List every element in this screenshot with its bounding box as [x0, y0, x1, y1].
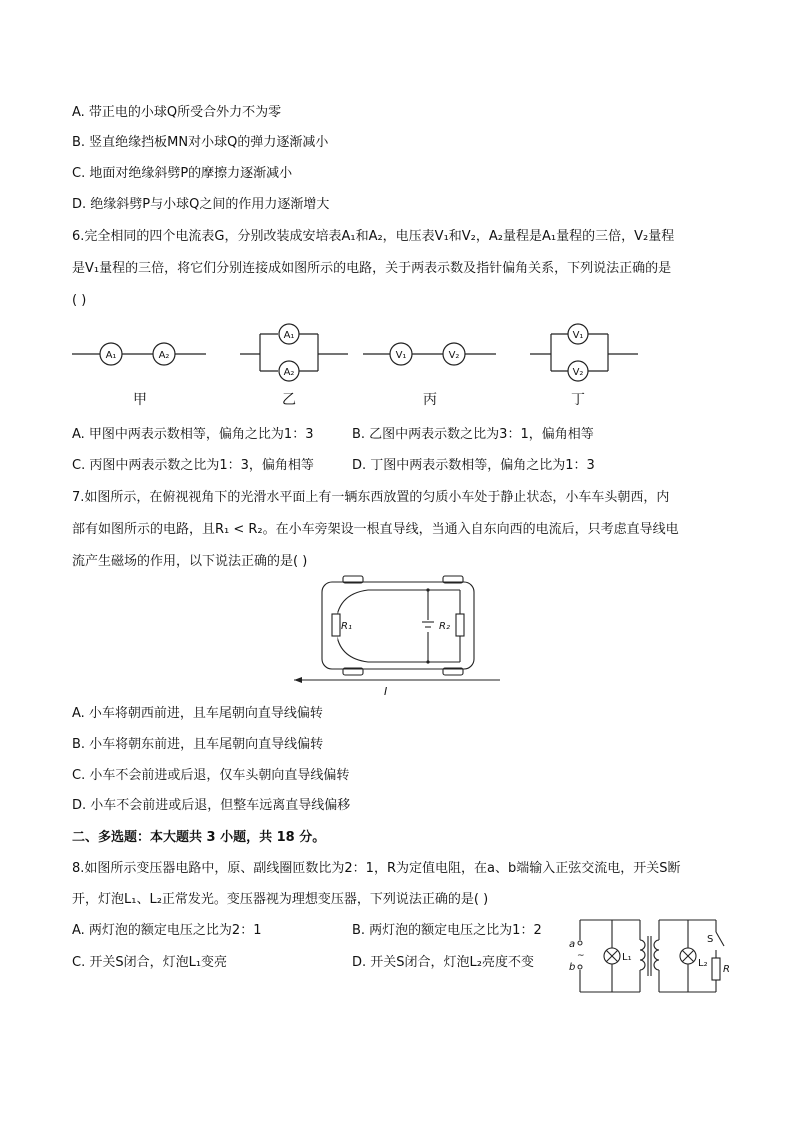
q6-stem-line3: ( ) — [72, 293, 87, 308]
figure-label-ding: 丁 — [571, 392, 585, 408]
q7-option-b: B. 小车将朝东前进，且车尾朝向直导线偏转 — [72, 737, 324, 752]
q6-circuit-figure — [60, 318, 660, 413]
q8-option-d: D. 开关S闭合，灯泡L₂亮度不变 — [352, 955, 534, 970]
section-heading: 二、多选题：本大题共 3 小题，共 18 分。 — [72, 830, 326, 845]
r2-label: R₂ — [439, 621, 450, 632]
q8-stem-line2: 开，灯泡L₁、L₂正常发光。变压器视为理想变压器，下列说法正确的是( ) — [72, 892, 489, 907]
l2-label: L₂ — [698, 958, 708, 969]
meter-v1-label: V₁ — [572, 330, 584, 341]
switch-label: S — [707, 934, 714, 945]
q5-option-c: C. 地面对绝缘斜劈P的摩擦力逐渐减小 — [72, 166, 293, 181]
meter-a1-label: A₁ — [283, 330, 295, 341]
meter-a1-label: A₁ — [105, 350, 117, 361]
figure-label-jia: 甲 — [133, 392, 147, 408]
figure-label-yi: 乙 — [282, 392, 296, 408]
figure-label-bing: 丙 — [423, 392, 437, 408]
q6-stem-line2: 是V₁量程的三倍，将它们分别连接成如图所示的电路，关于两表示数及指针偏角关系，下列说法正确的是 — [72, 261, 672, 276]
q8-transformer-figure — [566, 910, 746, 1000]
q6-option-b: B. 乙图中两表示数之比为3：1，偏角相等 — [352, 427, 594, 442]
q7-option-d: D. 小车不会前进或后退，但整车远离直导线偏移 — [72, 798, 351, 813]
q7-car-circuit-figure — [288, 572, 508, 700]
terminal-a-label: a — [569, 939, 576, 950]
meter-v1-label: V₁ — [395, 350, 407, 361]
q8-option-c: C. 开关S闭合，灯泡L₁变亮 — [72, 955, 228, 970]
q5-option-a: A. 带正电的小球Q所受合外力不为零 — [72, 105, 282, 120]
meter-v2-label: V₂ — [572, 367, 584, 378]
meter-a2-label: A₂ — [283, 367, 295, 378]
r1-label: R₁ — [341, 621, 352, 632]
q7-stem-line2: 部有如图所示的电路，且R₁ < R₂。在小车旁架设一根直导线，当通入自东向西的电流后，只考虑直导线电 — [72, 522, 679, 537]
q8-option-b: B. 两灯泡的额定电压之比为1：2 — [352, 923, 542, 938]
q7-option-c: C. 小车不会前进或后退，仅车头朝向直导线偏转 — [72, 768, 350, 783]
q6-option-a: A. 甲图中两表示数相等，偏角之比为1：3 — [72, 427, 314, 442]
q8-stem-line1: 8.如图所示变压器电路中，原、副线圈匝数比为2：1，R为定值电阻，在a、b端输入正弦交流电，开关S断 — [72, 861, 681, 876]
ac-source-symbol: ~ — [577, 951, 585, 961]
meter-a2-label: A₂ — [158, 350, 170, 361]
q7-option-a: A. 小车将朝西前进，且车尾朝向直导线偏转 — [72, 706, 323, 721]
q8-option-a: A. 两灯泡的额定电压之比为2：1 — [72, 923, 262, 938]
current-label: I — [384, 685, 388, 698]
q6-option-c: C. 丙图中两表示数之比为1：3，偏角相等 — [72, 458, 314, 473]
q7-stem-line1: 7.如图所示，在俯视视角下的光滑水平面上有一辆东西放置的匀质小车处于静止状态，小车车头朝西，内 — [72, 490, 670, 505]
terminal-b-label: b — [569, 962, 576, 973]
q6-stem-line1: 6.完全相同的四个电流表G，分别改装成安培表A₁和A₂，电压表V₁和V₂，A₂量程是A₁量程的三倍，V₂量程 — [72, 229, 675, 244]
l1-label: L₁ — [622, 952, 632, 963]
q5-option-d: D. 绝缘斜劈P与小球Q之间的作用力逐渐增大 — [72, 197, 330, 212]
resistor-label: R — [723, 964, 730, 975]
q5-option-b: B. 竖直绝缘挡板MN对小球Q的弹力逐渐减小 — [72, 135, 329, 150]
q6-option-d: D. 丁图中两表示数相等，偏角之比为1：3 — [352, 458, 595, 473]
q7-stem-line3: 流产生磁场的作用，以下说法正确的是( ) — [72, 554, 308, 569]
meter-v2-label: V₂ — [448, 350, 460, 361]
